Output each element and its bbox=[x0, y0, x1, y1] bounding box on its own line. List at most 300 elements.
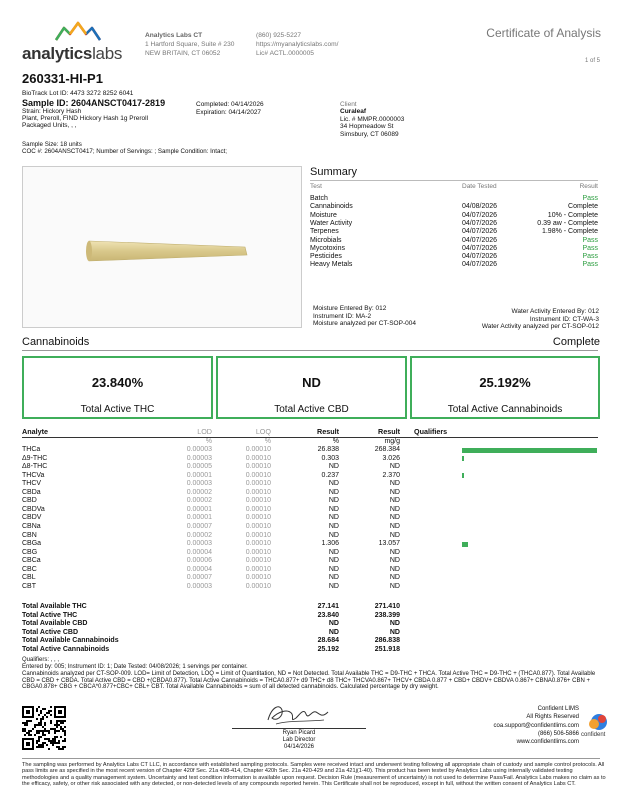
table-row bbox=[22, 574, 402, 582]
total-row bbox=[22, 620, 402, 628]
lod-value: 0.00002 bbox=[186, 488, 212, 496]
result-mg: 3.026 bbox=[382, 454, 400, 462]
qr-module bbox=[42, 718, 44, 720]
kpi-value: 23.840% bbox=[91, 375, 144, 390]
signature-icon bbox=[262, 702, 336, 728]
qr-module bbox=[50, 714, 52, 716]
analyte-name: CBL bbox=[22, 574, 36, 582]
summary-row bbox=[310, 253, 598, 261]
qr-module bbox=[38, 738, 40, 740]
qr-module bbox=[22, 728, 24, 730]
signer-title: Lab Director bbox=[282, 736, 316, 743]
note-methods: Cannabinoids analyzed per CT-SOP-009. LOD= Limit of Detection, LOQ = Limit of Quantitation, ND = Not Detected. Total Available THC = D9-THC + THCA. Total Active THC = D9-THC + (THCA0.877). Total Available CBD = CBD + CBDA. Total Active CBD = CBD +(CBDA0.877). Total Active Cannabinoids = THCA0.877+ d9 THC+ d8 THC+ THCVA0.867+ THCV+ CBDA 0.877 + CBD+ CBDV+ CBDVA 0.867+ CBNA0.876+ CBN + CBGA0.878+ CBG + CBCA*0.877+CBC+ CBL+ CBT. Total Available Cannabinoids = sum of all detected cannabinoids. Calculated percentage by dry weight. bbox=[22, 670, 596, 691]
total-name: Total Available CBD bbox=[22, 620, 88, 628]
summary-row bbox=[310, 261, 598, 269]
qr-module bbox=[42, 708, 44, 710]
qr-module bbox=[64, 732, 66, 734]
qr-module bbox=[28, 734, 30, 736]
qr-module bbox=[38, 706, 40, 708]
qr-module bbox=[64, 720, 66, 722]
cannabinoid-notes bbox=[22, 664, 600, 691]
qr-module bbox=[48, 730, 50, 732]
qr-module bbox=[42, 742, 44, 744]
confident-logo-icon bbox=[587, 713, 609, 731]
summary-title: Summary bbox=[310, 166, 358, 178]
result-mg: 13.057 bbox=[378, 540, 400, 548]
client-label: Client bbox=[340, 101, 357, 108]
packaged-units: Packaged Units, , , bbox=[22, 122, 77, 130]
qr-module bbox=[44, 734, 46, 736]
total-mg: ND bbox=[389, 620, 400, 628]
qr-module bbox=[54, 724, 56, 726]
moisture-entered: Moisture Entered By: 012 bbox=[313, 305, 387, 312]
lab-name: Analytics Labs CT bbox=[145, 32, 203, 39]
result-pct: ND bbox=[328, 565, 339, 573]
kpi-value: 25.192% bbox=[479, 375, 531, 390]
cannabinoid-units-row bbox=[22, 438, 402, 446]
qr-module bbox=[44, 738, 46, 740]
summary-result: Pass bbox=[582, 195, 598, 202]
summary-date: 04/07/2026 bbox=[462, 244, 498, 252]
analyte-name: THCa bbox=[22, 446, 41, 453]
result-mg: ND bbox=[389, 574, 400, 582]
qr-module bbox=[42, 744, 44, 746]
cannabinoids-title: Cannabinoids bbox=[22, 336, 90, 348]
qr-module bbox=[56, 726, 58, 728]
total-row bbox=[22, 629, 402, 637]
qr-module bbox=[38, 714, 40, 716]
lod-value: 0.00004 bbox=[186, 565, 212, 573]
qualifiers-line: Qualifiers: , , , bbox=[22, 657, 60, 663]
result-mg: ND bbox=[389, 505, 400, 513]
summary-result: Pass bbox=[582, 236, 598, 244]
preroll-image bbox=[23, 167, 301, 327]
qr-module bbox=[44, 742, 46, 744]
qr-module bbox=[46, 730, 48, 732]
lod-value: 0.00002 bbox=[186, 531, 212, 539]
analyte-name: CBNa bbox=[22, 522, 41, 530]
client-name: Curaleaf bbox=[340, 108, 367, 116]
qr-module bbox=[22, 722, 24, 724]
result-pct: ND bbox=[328, 514, 339, 522]
qr-module bbox=[28, 720, 30, 722]
result-bar bbox=[462, 473, 464, 478]
result-pct: ND bbox=[328, 522, 339, 530]
total-mg: 286.838 bbox=[374, 637, 400, 645]
total-pct: 27.141 bbox=[317, 603, 339, 610]
qr-module bbox=[38, 722, 40, 724]
summary-date: 04/07/2026 bbox=[462, 219, 498, 227]
logo-text-a: analytics bbox=[22, 44, 93, 63]
analyte-name: CBCa bbox=[22, 557, 41, 565]
summary-date: 04/07/2026 bbox=[462, 211, 498, 219]
signature-image bbox=[262, 702, 336, 728]
doc-title: Certificate of Analysis bbox=[486, 26, 601, 40]
kpi-value: ND bbox=[302, 375, 321, 390]
qr-module bbox=[26, 742, 30, 746]
total-name: Total Available Cannabinoids bbox=[22, 637, 119, 645]
strain: Strain: Hickory Hash bbox=[22, 108, 82, 115]
qr-module bbox=[40, 722, 42, 724]
result-mg: ND bbox=[389, 582, 400, 590]
qr-module bbox=[56, 720, 58, 722]
qr-module bbox=[28, 730, 30, 732]
qr-module bbox=[40, 720, 42, 722]
qr-module bbox=[50, 722, 52, 724]
qr-module bbox=[58, 748, 60, 750]
qr-module bbox=[56, 730, 58, 732]
analyte-name: CBD bbox=[22, 497, 37, 505]
qr-module bbox=[44, 714, 46, 716]
qr-module bbox=[60, 748, 62, 750]
analyte-name: CBGa bbox=[22, 540, 42, 548]
matrix: Plant, Preroll, FIND Hickory Hash 1g Preroll bbox=[22, 115, 149, 123]
qr-code[interactable] bbox=[22, 706, 66, 750]
total-pct: ND bbox=[328, 620, 339, 628]
summary-date: 04/07/2026 bbox=[462, 253, 498, 261]
result-mg: ND bbox=[389, 463, 400, 471]
qr-module bbox=[54, 742, 56, 744]
h-loq: LOQ bbox=[255, 427, 271, 436]
confident-logo bbox=[581, 713, 611, 743]
qr-module bbox=[38, 744, 40, 746]
lod-value: 0.00007 bbox=[186, 574, 212, 582]
biotrack-id: BioTrack Lot ID: 4473 3272 8252 6041 bbox=[22, 90, 134, 97]
qr-module bbox=[44, 724, 46, 726]
table-row bbox=[22, 463, 402, 471]
lod-value: 0.00003 bbox=[186, 480, 212, 488]
summary-test: Terpenes bbox=[310, 228, 339, 236]
qr-module bbox=[24, 722, 26, 724]
loq-value: 0.00010 bbox=[245, 565, 271, 573]
footer-disclaimer: The sampling was performed by Analytics Labs CT LLC, in accordance with established sampling protocols. Samples were received intact and underwent testing following all appropriate chain of custody and sample control protocols. All pass limits are as specified in the most recent version of Chapter 420f Sec. 21a 408-414, Chapter 420h Sec. 21a 420-429 and 21a 421j(1-40). This product has been tested by Analytics Labs using internally validated testing methodologies and a quality management system. Uncertainty and test condition information is available upon request. Decision Rule (measurement of uncertainty) is not used to determine Pass/Fail. Analytics Labs makes no claim as to the efficacy, safety, or other risk associated with any detected, or non-detected levels of any compounds reported herein. This Certificate shall not be reproduced, except in full, without the written consent of Analytics Labs CT. bbox=[22, 762, 606, 787]
loq-value: 0.00010 bbox=[245, 514, 271, 522]
analyte-name: CBT bbox=[22, 582, 36, 590]
qr-module bbox=[48, 748, 50, 750]
analyte-name: CBN bbox=[22, 531, 37, 539]
lod-value: 0.00006 bbox=[186, 557, 212, 565]
qr-module bbox=[56, 736, 58, 738]
total-mg: ND bbox=[389, 628, 400, 636]
summary-row bbox=[310, 212, 598, 220]
analyte-name: THCV bbox=[22, 480, 42, 488]
lab-contact-block bbox=[256, 31, 338, 58]
qr-module bbox=[44, 708, 46, 710]
summary-row bbox=[310, 220, 598, 228]
confident-web[interactable]: www.confidentlims.com bbox=[516, 739, 579, 746]
signer-name: Ryan Picard bbox=[282, 730, 316, 736]
signature-block bbox=[232, 730, 366, 750]
qr-module bbox=[60, 726, 62, 728]
summary-result: 1.98% - Complete bbox=[541, 228, 598, 236]
qr-module bbox=[62, 748, 64, 750]
loq-value: 0.00010 bbox=[245, 480, 271, 488]
qr-module bbox=[60, 720, 62, 722]
result-pct: 26.838 bbox=[317, 446, 339, 453]
h-result-mg: Result bbox=[378, 427, 400, 436]
summary-result: Pass bbox=[582, 244, 598, 252]
result-pct: ND bbox=[328, 531, 339, 539]
lod-value: 0.00002 bbox=[186, 497, 212, 505]
moisture-instrument: Instrument ID: MA-2 bbox=[313, 312, 372, 320]
qr-module bbox=[62, 730, 64, 732]
sample-details bbox=[22, 108, 148, 130]
result-mg: ND bbox=[389, 514, 400, 522]
summary-date: 04/07/2026 bbox=[462, 236, 498, 244]
summary-test: Batch bbox=[310, 195, 328, 202]
result-mg: ND bbox=[389, 531, 400, 539]
qr-module bbox=[34, 724, 36, 726]
qr-module bbox=[40, 724, 42, 726]
qr-module bbox=[38, 730, 40, 732]
lab-license: Lic# ACTL.0000005 bbox=[256, 50, 314, 57]
wa-instrument: Instrument ID: CT-WA-3 bbox=[529, 315, 599, 323]
qr-module bbox=[40, 744, 42, 746]
analyte-name: CBC bbox=[22, 565, 37, 573]
loq-value: 0.00010 bbox=[245, 540, 271, 548]
result-mg: ND bbox=[389, 488, 400, 496]
table-row bbox=[22, 583, 402, 591]
loq-value: 0.00010 bbox=[245, 522, 271, 530]
loq-value: 0.00010 bbox=[245, 463, 271, 471]
qr-module bbox=[62, 746, 64, 748]
qr-module bbox=[54, 732, 56, 734]
qr-module bbox=[50, 742, 52, 744]
qr-module bbox=[54, 728, 56, 730]
result-mg: ND bbox=[389, 497, 400, 505]
sample-id: Sample ID: 2604ANSCT0417-2819 bbox=[22, 98, 166, 108]
qr-module bbox=[64, 734, 66, 736]
qr-module bbox=[58, 720, 60, 722]
qr-module bbox=[64, 746, 66, 748]
summary-row bbox=[310, 237, 598, 245]
total-row bbox=[22, 637, 402, 645]
qr-module bbox=[60, 728, 62, 730]
qr-module bbox=[26, 720, 28, 722]
lab-address-block bbox=[145, 31, 234, 58]
lod-value: 0.00003 bbox=[186, 540, 212, 548]
result-pct: ND bbox=[328, 582, 339, 590]
qr-module bbox=[34, 726, 36, 728]
analyte-name: CBDVa bbox=[22, 505, 45, 513]
qr-module bbox=[44, 730, 46, 732]
loq-value: 0.00010 bbox=[245, 531, 271, 539]
summary-result: 10% - Complete bbox=[547, 211, 598, 219]
unit-r2: mg/g bbox=[384, 438, 400, 445]
qr-module bbox=[60, 722, 62, 724]
lod-value: 0.00001 bbox=[186, 505, 212, 513]
qr-module bbox=[56, 746, 58, 748]
qr-module bbox=[40, 718, 42, 720]
loq-value: 0.00010 bbox=[245, 557, 271, 565]
result-pct: ND bbox=[328, 505, 339, 513]
qr-module bbox=[36, 730, 38, 732]
h-analyte: Analyte bbox=[22, 427, 48, 436]
qr-module bbox=[40, 746, 42, 748]
total-row bbox=[22, 646, 402, 654]
qr-module bbox=[46, 716, 48, 718]
result-bar bbox=[462, 448, 597, 453]
qr-module bbox=[42, 726, 44, 728]
qr-module bbox=[58, 710, 62, 714]
analyte-name: Δ9-THC bbox=[22, 454, 48, 462]
lab-logo bbox=[22, 20, 134, 66]
total-name: Total Active Cannabinoids bbox=[22, 645, 110, 653]
cannabinoids-status: Complete bbox=[552, 336, 600, 348]
result-pct: ND bbox=[328, 574, 339, 582]
qr-module bbox=[48, 710, 50, 712]
qr-module bbox=[46, 744, 48, 746]
total-name: Total Active CBD bbox=[22, 628, 79, 636]
qr-module bbox=[62, 720, 64, 722]
wa-method: Water Activity analyzed per CT-SOP-012 bbox=[481, 323, 599, 331]
table-row bbox=[22, 514, 402, 522]
qr-module bbox=[58, 746, 60, 748]
summary-date: 04/08/2026 bbox=[462, 203, 498, 211]
summary-test: Water Activity bbox=[310, 219, 353, 227]
qr-module bbox=[28, 732, 30, 734]
loq-value: 0.00010 bbox=[245, 454, 271, 462]
qr-module bbox=[36, 718, 38, 720]
qr-module bbox=[42, 746, 44, 748]
confident-lims-info bbox=[494, 705, 579, 746]
lod-value: 0.00001 bbox=[186, 471, 212, 479]
lod-value: 0.00003 bbox=[186, 454, 212, 462]
qr-module bbox=[30, 720, 32, 722]
loq-value: 0.00010 bbox=[245, 488, 271, 496]
result-mg: ND bbox=[389, 548, 400, 556]
total-row bbox=[22, 612, 402, 620]
qr-module bbox=[26, 722, 28, 724]
result-pct: 0.237 bbox=[321, 471, 339, 479]
summary-row bbox=[310, 195, 598, 203]
table-row bbox=[22, 455, 402, 463]
lod-value: 0.00007 bbox=[186, 522, 212, 530]
table-row bbox=[22, 489, 402, 497]
lab-phone: (860) 925-5227 bbox=[256, 32, 302, 39]
summary-result: Complete bbox=[568, 203, 598, 211]
unit-r1: % bbox=[332, 438, 339, 445]
summary-row bbox=[310, 228, 598, 236]
qr-module bbox=[30, 730, 32, 732]
table-row bbox=[22, 446, 402, 454]
qr-module bbox=[44, 728, 46, 730]
qr-module bbox=[60, 736, 62, 738]
lab-addr2: NEW BRITAIN, CT 06052 bbox=[145, 50, 221, 57]
qr-module bbox=[50, 740, 52, 742]
qr-module bbox=[42, 716, 44, 718]
confident-email[interactable]: coa.support@confidentlims.com bbox=[493, 722, 579, 729]
total-pct: 28.684 bbox=[317, 637, 339, 645]
qr-module bbox=[26, 724, 28, 726]
coc-line: COC #: 2604ANSCT0417; Number of Servings: ; Sample Condition: Intact; bbox=[22, 148, 227, 156]
qr-module bbox=[44, 722, 46, 724]
qr-module bbox=[50, 706, 52, 708]
qr-module bbox=[64, 726, 66, 728]
qr-module bbox=[40, 712, 42, 714]
summary-row bbox=[310, 245, 598, 253]
loq-value: 0.00010 bbox=[245, 574, 271, 582]
result-pct: ND bbox=[328, 480, 339, 488]
qr-module bbox=[36, 710, 38, 712]
summary-result: Pass bbox=[582, 261, 598, 269]
qr-module bbox=[56, 742, 58, 744]
result-pct: 0.303 bbox=[321, 454, 339, 462]
qr-module bbox=[64, 738, 66, 740]
sample-meta bbox=[22, 141, 227, 155]
table-row bbox=[22, 557, 402, 565]
table-row bbox=[22, 540, 402, 548]
cannabinoid-table-header bbox=[22, 427, 448, 436]
qr-module bbox=[36, 708, 38, 710]
result-pct: ND bbox=[328, 557, 339, 565]
result-mg: 2.370 bbox=[382, 471, 400, 479]
summary-row bbox=[310, 203, 598, 211]
qr-module bbox=[36, 740, 38, 742]
table-row bbox=[22, 566, 402, 574]
total-name: Total Active THC bbox=[22, 611, 78, 619]
total-mg: 271.410 bbox=[374, 603, 400, 610]
result-mg: ND bbox=[389, 557, 400, 565]
analyte-name: CBDV bbox=[22, 514, 42, 522]
qr-module bbox=[58, 730, 60, 732]
qr-module bbox=[38, 740, 40, 742]
qr-module bbox=[56, 722, 58, 724]
qr-module bbox=[24, 730, 26, 732]
moisture-method: Moisture analyzed per CT-SOP-004 bbox=[313, 320, 416, 328]
total-mg: 251.918 bbox=[374, 645, 400, 653]
qr-module bbox=[48, 738, 50, 740]
qr-code-icon bbox=[22, 706, 66, 750]
h-result-pct: Result bbox=[317, 427, 339, 436]
expiration-date: Expiration: 04/14/2027 bbox=[196, 108, 262, 116]
loq-value: 0.00010 bbox=[245, 505, 271, 513]
summary-test: Heavy Metals bbox=[310, 261, 353, 269]
note-entered: Entered by: 005; Instrument ID: 1; Date Tested: 04/08/2026; 1 servings per container. bbox=[22, 664, 248, 670]
sample-title: 260331-HI-P1 bbox=[22, 71, 103, 86]
client-addr1: 34 Hopmeadow St bbox=[340, 123, 394, 131]
table-row bbox=[22, 506, 402, 514]
qr-module bbox=[52, 742, 54, 744]
qr-module bbox=[48, 732, 50, 734]
table-row bbox=[22, 472, 402, 480]
qr-module bbox=[46, 712, 48, 714]
kpi-label: Total Active CBD bbox=[274, 404, 349, 415]
unit-lod: % bbox=[205, 438, 212, 445]
kpi-label: Total Active THC bbox=[80, 404, 155, 415]
qr-module bbox=[52, 744, 54, 746]
qr-module bbox=[64, 730, 66, 732]
confident-name: Confident LIMS bbox=[537, 706, 579, 712]
unit-loq: % bbox=[264, 438, 271, 445]
qr-module bbox=[58, 742, 60, 744]
lod-value: 0.00003 bbox=[186, 582, 212, 590]
qr-module bbox=[40, 710, 42, 712]
qr-module bbox=[42, 732, 44, 734]
result-pct: ND bbox=[328, 463, 339, 471]
result-mg: ND bbox=[389, 565, 400, 573]
table-row bbox=[22, 480, 402, 488]
qr-module bbox=[62, 740, 64, 742]
qr-module bbox=[38, 732, 40, 734]
result-mg: 268.384 bbox=[374, 446, 400, 453]
qr-module bbox=[50, 720, 52, 722]
lab-web: https://myanalyticslabs.com/ bbox=[256, 41, 339, 48]
qr-module bbox=[54, 730, 56, 732]
result-mg: ND bbox=[389, 522, 400, 530]
total-pct: 23.840 bbox=[317, 611, 339, 619]
qr-module bbox=[54, 740, 56, 742]
